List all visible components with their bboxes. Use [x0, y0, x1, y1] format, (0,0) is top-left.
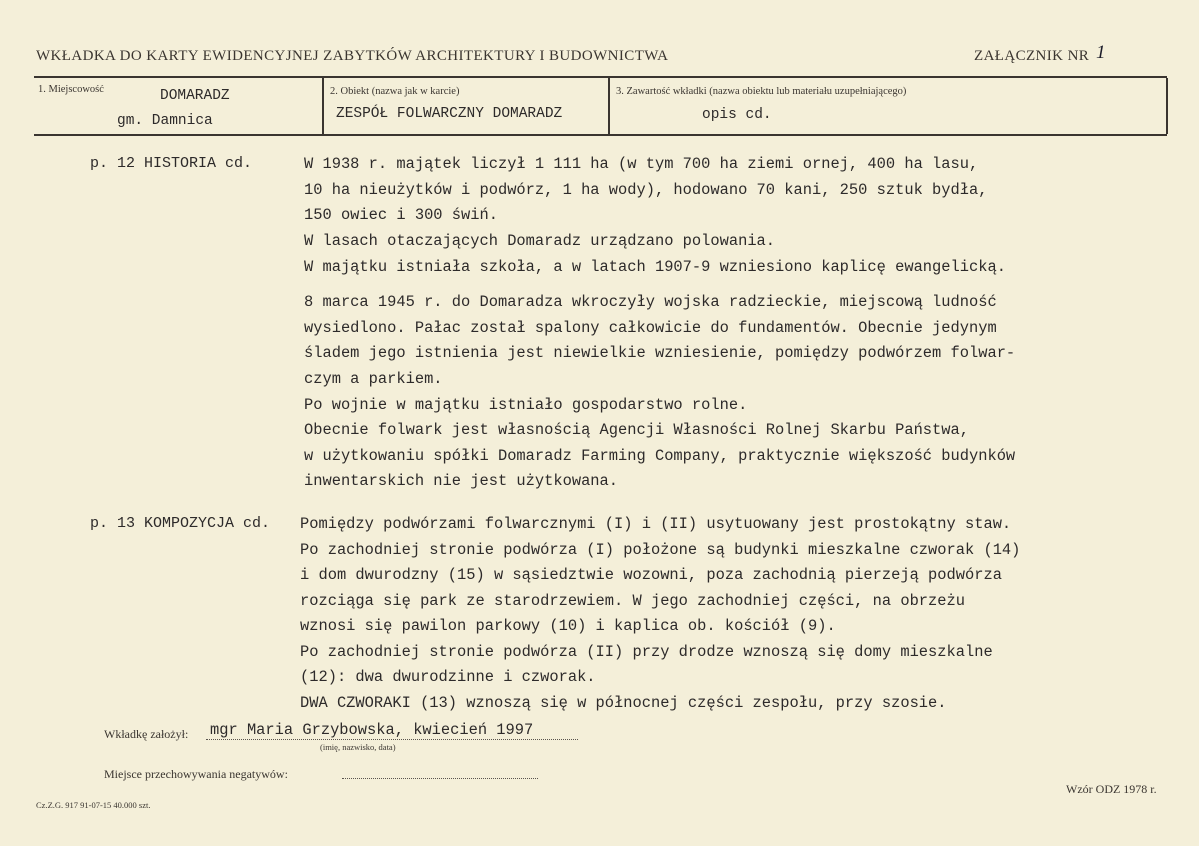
- body-line: Obecnie folwark jest własnością Agencji Własności Rolnej Skarbu Państwa,: [304, 421, 969, 439]
- content-value: opis cd.: [702, 107, 772, 123]
- body-line: W 1938 r. majątek liczył 1 111 ha (w tym 700 ha ziemi ornej, 400 ha lasu,: [304, 155, 979, 173]
- content-label: 3. Zawartość wkładki (nazwa obiektu lub materiału uzupełniającego): [616, 86, 907, 97]
- body-line: śladem jego istnienia jest niewielkie wzniesienie, pomiędzy podwórzem folwar-: [304, 344, 1016, 362]
- form-version: Wzór ODZ 1978 r.: [1066, 782, 1157, 796]
- attachment-label: ZAŁĄCZNIK NR: [974, 48, 1090, 64]
- print-info: Cz.Z.G. 917 91-07-15 40.000 szt.: [36, 800, 151, 810]
- body-line: DWA CZWORAKI (13) wznoszą się w północnej części zespołu, przy szosie.: [300, 694, 947, 712]
- body-line: W majątku istniała szkoła, a w latach 1907-9 wzniesiono kaplicę ewangelicką.: [304, 258, 1006, 276]
- section-label-kompozycja: p. 13 KOMPOZYCJA cd.: [90, 515, 271, 532]
- body-line: wysiedlono. Pałac został spalony całkowicie do fundamentów. Obecnie jedynym: [304, 319, 997, 337]
- body-line: 10 ha nieużytków i podwórz, 1 ha wody), hodowano 70 kani, 250 sztuk bydła,: [304, 181, 988, 199]
- header-rule: [34, 76, 1167, 78]
- locality-value: DOMARADZ: [160, 88, 230, 104]
- body-line: w użytkowaniu spółki Domaradz Farming Company, praktycznie większość budynków: [304, 447, 1016, 465]
- field-divider-2: [608, 78, 610, 134]
- body-line: czym a parkiem.: [304, 370, 443, 388]
- body-line: Po wojnie w majątku istniało gospodarstwo rolne.: [304, 396, 748, 414]
- negatives-dotted-line: [342, 778, 538, 779]
- attachment-number: 1: [1096, 42, 1106, 63]
- form-title: WKŁADKA DO KARTY EWIDENCYJNEJ ZABYTKÓW ARCHITEKTURY I BUDOWNICTWA: [36, 48, 669, 64]
- author-label: Wkładkę założył:: [104, 727, 189, 741]
- body-line: i dom dwurodzny (15) w sąsiedztwie wozowni, poza zachodnią pierzeją podwórza: [300, 566, 1002, 584]
- body-line: 8 marca 1945 r. do Domaradza wkroczyły wojska radzieckie, miejscową ludność: [304, 293, 997, 311]
- section-label-historia: p. 12 HISTORIA cd.: [90, 155, 253, 172]
- object-label: 2. Obiekt (nazwa jak w karcie): [330, 86, 460, 97]
- author-value: mgr Maria Grzybowska, kwiecień 1997: [210, 721, 534, 739]
- field-right-edge: [1166, 78, 1168, 134]
- body-line: 150 owiec i 300 świń.: [304, 206, 498, 224]
- author-hint: (imię, nazwisko, data): [320, 742, 396, 752]
- object-value: ZESPÓŁ FOLWARCZNY DOMARADZ: [336, 106, 563, 122]
- fields-bottom-rule: [34, 134, 1167, 136]
- body-line: Po zachodniej stronie podwórza (I) położone są budynki mieszkalne czworak (14): [300, 541, 1021, 559]
- commune-value: gm. Damnica: [117, 113, 213, 129]
- negatives-label: Miejsce przechowywania negatywów:: [104, 767, 288, 781]
- field-divider-1: [322, 78, 324, 134]
- locality-label: 1. Miejscowość: [38, 84, 104, 95]
- body-line: rozciąga się park ze starodrzewiem. W jego zachodniej części, na obrzeżu: [300, 592, 965, 610]
- body-line: W lasach otaczających Domaradz urządzano polowania.: [304, 232, 776, 250]
- body-line: inwentarskich nie jest użytkowana.: [304, 472, 619, 490]
- author-dotted-line: [206, 739, 578, 740]
- body-line: Po zachodniej stronie podwórza (II) przy drodze wznoszą się domy mieszkalne: [300, 643, 993, 661]
- body-line: (12): dwa dwurodzinne i czworak.: [300, 668, 596, 686]
- body-line: wznosi się pawilon parkowy (10) i kaplica ob. kościół (9).: [300, 617, 836, 635]
- body-line: Pomiędzy podwórzami folwarcznymi (I) i (II) usytuowany jest prostokątny staw.: [300, 515, 1012, 533]
